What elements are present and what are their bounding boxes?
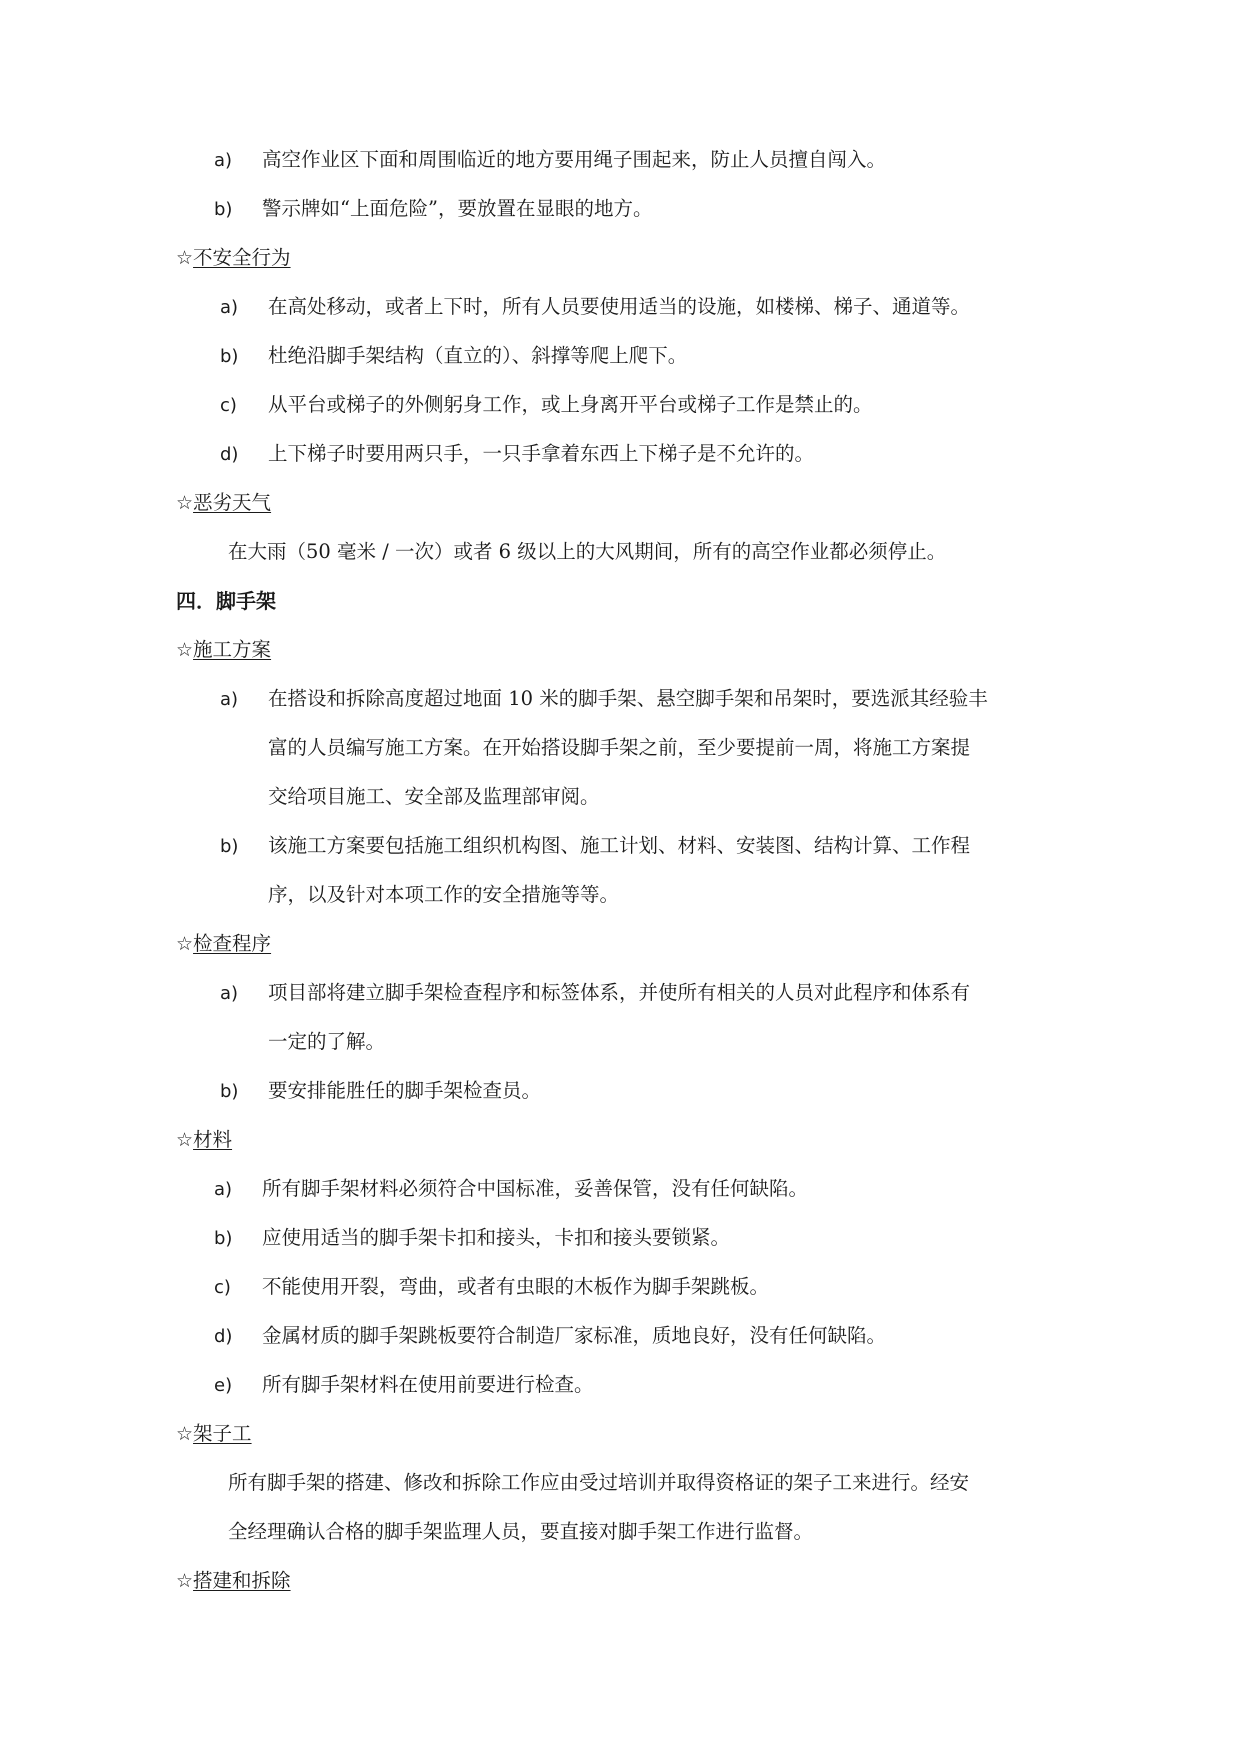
- star-icon: ☆: [176, 1423, 194, 1445]
- list-text: 在高处移动，或者上下时，所有人员要使用适当的设施，如楼梯、梯子、通道等。: [268, 295, 971, 318]
- heading-text: 材料: [193, 1128, 233, 1151]
- list-item: [220, 980, 970, 1007]
- list-text: 从平台或梯子的外侧躬身工作，或上身离开平台或梯子工作是禁止的。: [268, 393, 873, 416]
- list-item: [220, 343, 687, 370]
- list-item: [220, 833, 970, 860]
- list-text: 在搭设和拆除高度超过地面 10 米的脚手架、悬空脚手架和吊架时，要选派其经验丰: [268, 687, 988, 710]
- list-marker: a): [220, 297, 239, 318]
- list-text-continued: 序，以及针对本项工作的安全措施等等。: [268, 883, 620, 906]
- list-text: 所有脚手架材料在使用前要进行检查。: [262, 1373, 594, 1396]
- list-marker: c): [220, 395, 237, 416]
- heading-text: 恶劣天气: [193, 491, 272, 514]
- heading-text: 检查程序: [193, 932, 272, 955]
- list-marker: d): [214, 1326, 233, 1347]
- list-item: [214, 147, 886, 174]
- list-marker: e): [214, 1375, 233, 1396]
- list-item: [214, 1372, 594, 1399]
- section-heading-plan: [176, 637, 271, 663]
- section-heading-erect: [176, 1568, 291, 1594]
- list-text-continued: 一定的了解。: [268, 1030, 386, 1053]
- list-text-continued: 交给项目施工、安全部及监理部审阅。: [268, 785, 600, 808]
- list-text-continued: 富的人员编写施工方案。在开始搭设脚手架之前，至少要提前一周，将施工方案提: [268, 736, 971, 759]
- list-text: 要安排能胜任的脚手架检查员。: [268, 1079, 542, 1102]
- list-text: 该施工方案要包括施工组织机构图、施工计划、材料、安装图、结构计算、工作程: [268, 834, 971, 857]
- list-item: [220, 1078, 541, 1105]
- heading-text: 搭建和拆除: [193, 1569, 291, 1592]
- list-marker: b): [214, 1228, 233, 1249]
- list-item: [220, 441, 814, 468]
- list-item: [220, 294, 970, 321]
- section-heading-inspection: [176, 931, 271, 957]
- list-item: [214, 1274, 769, 1301]
- list-text: 所有脚手架材料必须符合中国标准，妥善保管，没有任何缺陷。: [262, 1177, 809, 1200]
- star-icon: ☆: [176, 933, 194, 955]
- list-marker: b): [220, 346, 239, 367]
- section-title: 四．脚手架: [176, 589, 276, 613]
- section-heading-scaffolder: [176, 1421, 252, 1447]
- paragraph: 所有脚手架的搭建、修改和拆除工作应由受过培训并取得资格证的架子工来进行。经安: [228, 1471, 970, 1494]
- list-marker: b): [220, 1081, 239, 1102]
- list-text: 项目部将建立脚手架检查程序和标签体系，并使所有相关的人员对此程序和体系有: [268, 981, 971, 1004]
- list-item: [214, 1176, 808, 1203]
- list-marker: a): [214, 1179, 233, 1200]
- list-item: [220, 686, 988, 713]
- list-text: 警示牌如“上面危险”，要放置在显眼的地方。: [262, 197, 653, 220]
- star-icon: ☆: [176, 492, 194, 514]
- list-text: 上下梯子时要用两只手，一只手拿着东西上下梯子是不允许的。: [268, 442, 815, 465]
- list-marker: b): [214, 199, 233, 220]
- section-heading-unsafe: [176, 245, 291, 271]
- heading-text: 架子工: [193, 1422, 252, 1445]
- list-text: 不能使用开裂，弯曲，或者有虫眼的木板作为脚手架跳板。: [262, 1275, 770, 1298]
- paragraph-continued: 全经理确认合格的脚手架监理人员，要直接对脚手架工作进行监督。: [228, 1520, 814, 1543]
- list-item: [220, 392, 873, 419]
- list-text: 杜绝沿脚手架结构（直立的）、斜撑等爬上爬下。: [268, 344, 688, 367]
- star-icon: ☆: [176, 1570, 194, 1592]
- list-text: 高空作业区下面和周围临近的地方要用绳子围起来，防止人员擅自闯入。: [262, 148, 887, 171]
- heading-text: 不安全行为: [193, 246, 291, 269]
- list-marker: d): [220, 444, 239, 465]
- list-marker: c): [214, 1277, 231, 1298]
- list-item: [214, 1225, 730, 1252]
- section-heading-materials: [176, 1127, 232, 1153]
- paragraph: 在大雨（50 毫米 / 一次）或者 6 级以上的大风期间，所有的高空作业都必须停止。: [228, 540, 947, 563]
- list-marker: a): [214, 150, 233, 171]
- list-text: 金属材质的脚手架跳板要符合制造厂家标准，质地良好，没有任何缺陷。: [262, 1324, 887, 1347]
- heading-text: 施工方案: [193, 638, 272, 661]
- list-item: [214, 1323, 886, 1350]
- list-text: 应使用适当的脚手架卡扣和接头，卡扣和接头要锁紧。: [262, 1226, 731, 1249]
- star-icon: ☆: [176, 247, 194, 269]
- list-item: [214, 196, 652, 223]
- section-heading-weather: [176, 490, 271, 516]
- star-icon: ☆: [176, 639, 194, 661]
- list-marker: b): [220, 836, 239, 857]
- star-icon: ☆: [176, 1129, 194, 1151]
- list-marker: a): [220, 689, 239, 710]
- list-marker: a): [220, 983, 239, 1004]
